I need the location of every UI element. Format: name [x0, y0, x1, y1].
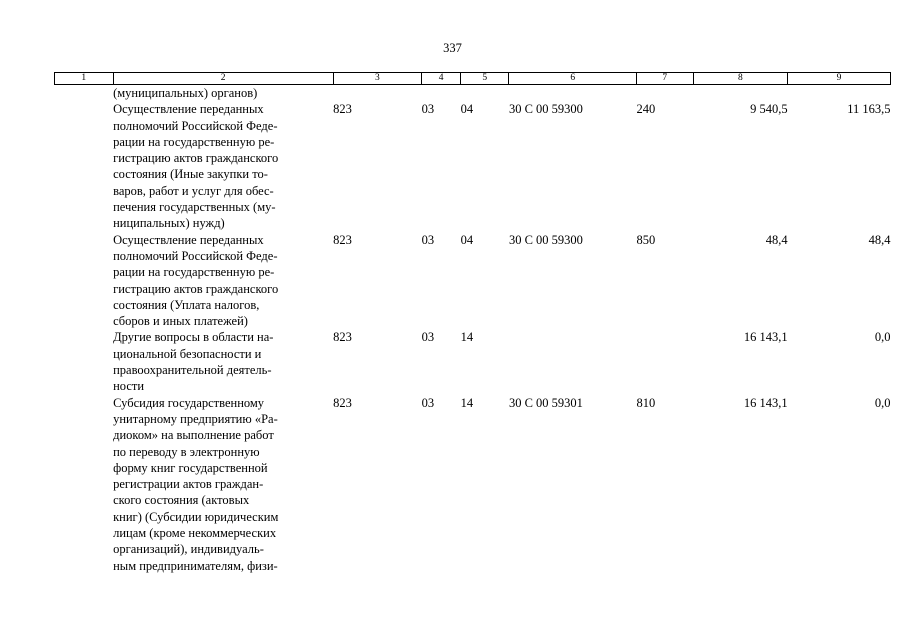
ved-code: 823 — [333, 102, 352, 117]
target-article-code: 30 С 00 59300 — [508, 232, 583, 247]
amount-year-1: 16 143,1 — [743, 330, 788, 345]
item-name-line: варов, работ и услуг для обес- — [113, 183, 274, 198]
amount-year-2: 11 163,5 — [847, 102, 891, 117]
item-name-line: Субсидия государственному — [113, 395, 265, 410]
ved-code: 823 — [333, 395, 352, 410]
item-name-line: форму книг государственной — [113, 460, 268, 475]
section-code: 03 — [421, 395, 435, 410]
table-row — [55, 232, 891, 330]
table-row — [55, 395, 891, 574]
page-number: 337 — [443, 41, 462, 55]
item-name-line: полномочий Российской Феде- — [113, 118, 278, 133]
empty-cell — [55, 329, 114, 394]
table-row — [55, 101, 891, 231]
expense-type-code — [636, 85, 693, 102]
subsection-code: 14 — [460, 395, 474, 410]
column-header: 1 — [55, 73, 114, 85]
amount-year-1: 9 540,5 — [750, 102, 788, 117]
amount-year-1: 48,4 — [765, 232, 788, 247]
item-name-line: по переводу в электронную — [113, 444, 260, 459]
item-name-line: полномочий Российской Феде- — [113, 248, 278, 263]
item-name — [113, 85, 333, 102]
item-name-line: правоохранительной деятель- — [113, 363, 272, 378]
budget-table — [54, 72, 891, 574]
subsection-code: 14 — [460, 330, 474, 345]
expense-type-code: 240 — [636, 102, 656, 117]
item-name-line: ниципальных) нужд) — [113, 216, 225, 231]
column-header: 9 — [788, 73, 891, 85]
amount-year-2: 48,4 — [868, 232, 891, 247]
target-article-code: 30 С 00 59300 — [508, 102, 583, 117]
item-name-line: организаций), индивидуаль- — [113, 542, 264, 557]
item-name-line: сборов и иных платежей) — [113, 314, 248, 329]
item-name-line: регистрации актов граждан- — [113, 477, 264, 492]
item-name-line: состояния (Иные закупки то- — [113, 167, 268, 182]
empty-cell — [55, 101, 114, 231]
section-code: 03 — [421, 232, 435, 247]
table-row — [55, 85, 891, 102]
amount-year-2: 0,0 — [874, 395, 891, 410]
column-header: 7 — [636, 73, 693, 85]
item-name-line: ности — [113, 379, 145, 394]
table-row — [55, 329, 891, 394]
column-header: 6 — [509, 73, 637, 85]
item-name-line: Осуществление переданных — [113, 102, 264, 117]
item-name-line: ным предпринимателям, физи- — [113, 558, 278, 573]
item-name-line: печения государственных (му- — [113, 200, 276, 215]
subsection-code: 04 — [460, 232, 474, 247]
column-header: 5 — [461, 73, 509, 85]
ved-code — [333, 85, 421, 102]
target-article-code — [509, 329, 637, 394]
column-header: 8 — [693, 73, 788, 85]
item-name-line: лицам (кроме некоммерческих — [113, 526, 277, 541]
item-name-line: гистрацию актов гражданского — [113, 281, 279, 296]
item-name — [113, 232, 333, 330]
item-name-line: Другие вопросы в области на- — [113, 330, 274, 345]
section-code: 03 — [421, 330, 435, 345]
expense-type-code: 810 — [636, 395, 656, 410]
item-name-line: рации на государственную ре- — [113, 134, 275, 149]
amount-year-1: 16 143,1 — [743, 395, 788, 410]
item-name-line: книг) (Субсидии юридическим — [113, 509, 279, 524]
item-name-line: ского состояния (актовых — [113, 493, 250, 508]
item-name — [113, 395, 333, 574]
ved-code: 823 — [333, 232, 352, 247]
ved-code: 823 — [333, 330, 352, 345]
empty-cell — [55, 395, 114, 574]
column-header: 2 — [113, 73, 333, 85]
subsection-code: 04 — [460, 102, 474, 117]
item-name-line: (муниципальных) органов) — [113, 86, 258, 100]
item-name — [113, 101, 333, 231]
item-name-line: рации на государственную ре- — [113, 265, 275, 280]
column-header: 3 — [333, 73, 421, 85]
amount-year-2: 0,0 — [874, 330, 891, 345]
item-name-line: циональной безопасности и — [113, 346, 262, 361]
expense-type-code — [636, 329, 693, 394]
item-name-line: диоком» на выполнение работ — [113, 428, 274, 443]
section-code: 03 — [421, 102, 435, 117]
amount-year-2 — [788, 85, 891, 102]
empty-cell — [55, 232, 114, 330]
item-name-line: гистрацию актов гражданского — [113, 151, 279, 166]
item-name-line: унитарному предприятию «Ра- — [113, 411, 278, 426]
item-name-line: Осуществление переданных — [113, 232, 264, 247]
expense-type-code: 850 — [636, 232, 656, 247]
empty-cell — [55, 85, 114, 102]
column-header: 4 — [422, 73, 461, 85]
section-code — [422, 85, 461, 102]
target-article-code: 30 С 00 59301 — [508, 395, 583, 410]
column-number-header-row — [55, 73, 891, 85]
target-article-code — [509, 85, 637, 102]
subsection-code — [461, 85, 509, 102]
amount-year-1 — [693, 85, 788, 102]
item-name — [113, 329, 333, 394]
item-name-line: состояния (Уплата налогов, — [113, 297, 260, 312]
